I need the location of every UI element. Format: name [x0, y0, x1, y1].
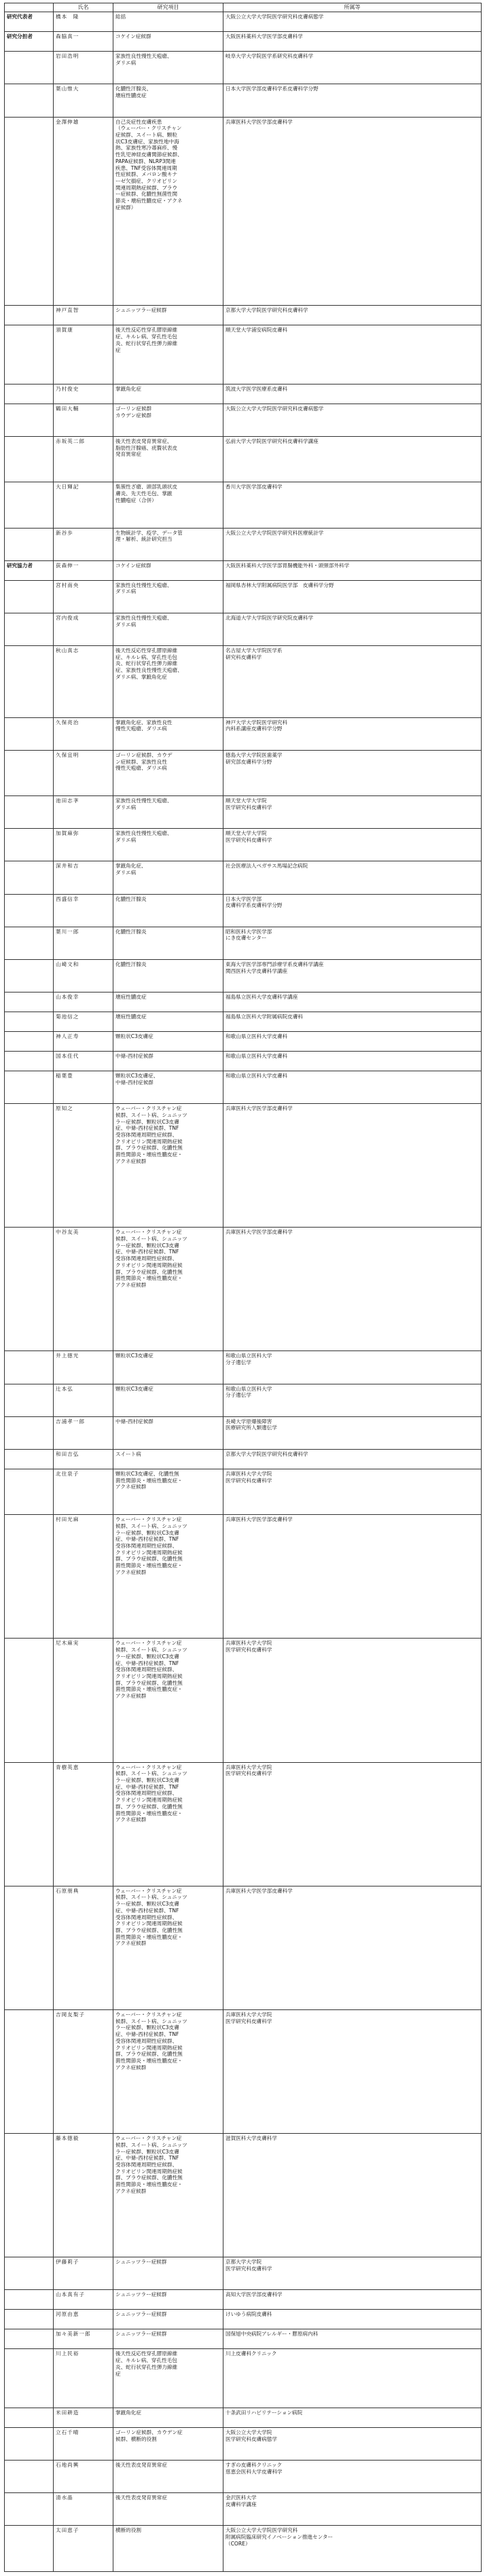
row-category-cell: [5, 1384, 54, 1416]
row-role-cell: 壊疽性膿皮症: [113, 1012, 223, 1031]
row-name-cell: 鶴田大輔: [54, 404, 113, 436]
row-affiliation-cell: けいゆう病院皮膚科: [223, 2310, 482, 2329]
row-role-cell: 化膿性汗腺炎、 壊疽性膿皮症: [113, 84, 223, 117]
table-row: [5, 2349, 482, 2408]
row-category-cell: [5, 1515, 54, 1639]
table-row: [5, 1469, 482, 1514]
row-affiliation-cell: 大阪公立大学大学院 医学研究科皮膚病態学: [223, 2427, 482, 2460]
table-row: [5, 306, 482, 325]
table-row: [5, 437, 482, 482]
row-role-cell: ウェーバー・クリスチャン症 候群、スイート病、シュニッツ ラー症候群、顆粒状C3皮膚 症、中條-西村症候群、TNF 受容体関連周期性症候群、 クリオピリン関連周期熱症候 群、ブラウ症候群、化膿性無 菌性関節炎・壊疽性膿皮症・ アクネ症候群: [113, 1104, 223, 1228]
table-row: [5, 2461, 482, 2493]
row-role-cell: 掌蹠角化症: [113, 2408, 223, 2427]
header-affiliation: 所属等: [223, 3, 482, 12]
row-name-cell: 尼木麻実: [54, 1639, 113, 1762]
row-category-cell: [5, 2134, 54, 2257]
row-name-cell: 吉浦孝一郎: [54, 1416, 113, 1449]
row-name-cell: 石原朋典: [54, 1886, 113, 2009]
row-name-cell: 須賀康: [54, 325, 113, 384]
row-category-cell: [5, 2329, 54, 2349]
table-row: [5, 1031, 482, 1051]
row-category-cell: [5, 437, 54, 482]
row-name-cell: 清水晶: [54, 2493, 113, 2526]
row-role-cell: ゴーリン症候群、カウデ ン症候群、家族性良性 慢性天疱瘡、ダリエ病: [113, 750, 223, 795]
row-role-cell: 家族性良性慢性天疱瘡、 ダリエ病: [113, 613, 223, 645]
row-affiliation-cell: 弘前大学大学院医学研究科皮膚科学講座: [223, 437, 482, 482]
table-row: [5, 1416, 482, 1449]
row-role-cell: 後天性表皮発育異常症: [113, 2461, 223, 2493]
table-row: [5, 32, 482, 52]
row-name-cell: 米田耕造: [54, 2408, 113, 2427]
row-category-cell: [5, 646, 54, 718]
roster-document: [4, 3, 481, 2572]
row-role-cell: 集簇性ざ瘡、頭部乳頭状皮 膚炎、先天性毛包、掌蹠 性膿疱症（合併）: [113, 482, 223, 528]
row-category-cell: [5, 1071, 54, 1103]
table-row: [5, 2408, 482, 2427]
row-category-cell: [5, 2427, 54, 2460]
row-role-cell: 後天性表皮発育異常症: [113, 2493, 223, 2526]
row-name-cell: 石地尚興: [54, 2461, 113, 2493]
row-affiliation-cell: 川上皮膚科クリニック: [223, 2349, 482, 2408]
table-row: [5, 325, 482, 384]
row-category-cell: [5, 2257, 54, 2290]
row-role-cell: ウェーバー・クリスチャン症 候群、スイート病、シュニッツ ラー症候群、顆粒状C3皮膚 症、中條-西村症候群、TNF 受容体関連周期性症候群、 クリオピリン関連周期熱症候 群、ブラウ症候群、化膿性無 菌性関節炎・壊疽性膿皮症・ アクネ症候群: [113, 2009, 223, 2133]
row-affiliation-cell: 福岡県杏林大学附属病院医学部 皮膚科学分野: [223, 580, 482, 613]
row-affiliation-cell: 順天堂大学大学院 医学研究科皮膚科学: [223, 796, 482, 829]
row-category-cell: 研究協力者: [5, 560, 54, 580]
row-name-cell: 宮内俊成: [54, 613, 113, 645]
row-name-cell: 山本俊幸: [54, 992, 113, 1012]
row-name-cell: 中谷友美: [54, 1228, 113, 1351]
row-name-cell: 北住泉子: [54, 1469, 113, 1514]
row-role-cell: ウェーバー・クリスチャン症 候群、スイート病、シュニッツ ラー症候群、顆粒状C3皮膚 症、中條-西村症候群、TNF 受容体関連周期性症候群、 クリオピリン関連周期熱症候 群、ブラウ症候群、化膿性無 菌性関節炎・壊疽性膿皮症・ アクネ症候群: [113, 1515, 223, 1639]
table-body: [5, 12, 482, 2572]
row-category-cell: [5, 1051, 54, 1071]
row-role-cell: 家族性良性慢性天疱瘡、 ダリエ病: [113, 52, 223, 84]
row-category-cell: [5, 482, 54, 528]
row-role-cell: ウェーバー・クリスチャン症 候群、スイート病、シュニッツ ラー症候群、顆粒状C3皮膚 症、中條-西村症候群、TNF 受容体関連周期性症候群、 クリオピリン関連周期熱症候 群、ブラウ症候群、化膿性無 菌性関節炎・壊疽性膿皮症・ アクネ症候群: [113, 1228, 223, 1351]
row-category-cell: [5, 1886, 54, 2009]
row-affiliation-cell: すぎの皮膚科クリニック 慈恵会医科大学皮膚科学: [223, 2461, 482, 2493]
row-role-cell: 生物統計学、疫学、データ管 理・解析、統計研究担当: [113, 528, 223, 560]
row-role-cell: 化膿性汗腺炎: [113, 959, 223, 992]
row-category-cell: [5, 894, 54, 927]
row-role-cell: 掌蹠角化症、 ダリエ病: [113, 861, 223, 894]
row-role-cell: 顆粒状C3皮膚症: [113, 1351, 223, 1384]
table-row: [5, 894, 482, 927]
row-affiliation-cell: 兵庫医科大学医学部皮膚科学: [223, 117, 482, 306]
row-affiliation-cell: 和歌山県立医科大学 分子遺伝学: [223, 1384, 482, 1416]
table-row: [5, 861, 482, 894]
row-role-cell: コケイン症候群: [113, 560, 223, 580]
row-name-cell: 深井和吉: [54, 861, 113, 894]
table-row: [5, 2009, 482, 2133]
table-row: [5, 482, 482, 528]
row-category-cell: [5, 1228, 54, 1351]
row-category-cell: [5, 1449, 54, 1469]
row-category-cell: [5, 2408, 54, 2427]
table-row: [5, 384, 482, 404]
row-category-cell: [5, 829, 54, 861]
row-category-cell: [5, 52, 54, 84]
row-affiliation-cell: 京都大学大学院医学研究科皮膚科学: [223, 306, 482, 325]
row-role-cell: シュニッツラー症候群: [113, 2329, 223, 2349]
row-role-cell: ゴーリン症候群、カウデン症 候群、横断的役割: [113, 2427, 223, 2460]
row-category-cell: [5, 861, 54, 894]
table-row: [5, 52, 482, 84]
table-row: [5, 2329, 482, 2349]
row-affiliation-cell: 和歌山県立医科大学皮膚科: [223, 1071, 482, 1103]
row-category-cell: [5, 750, 54, 795]
table-row: [5, 1515, 482, 1639]
row-affiliation-cell: 徳島大学大学院医歯薬学 研究部皮膚科学分野: [223, 750, 482, 795]
row-role-cell: 中條-西村症候群: [113, 1051, 223, 1071]
row-role-cell: 後天性反応性穿孔膠原線維 症、キルレ病、穿孔性毛包 炎、蛇行状穿孔性弾力線維 症: [113, 325, 223, 384]
row-role-cell: スイート病: [113, 1449, 223, 1469]
researcher-table: [4, 3, 482, 2572]
table-row: [5, 1228, 482, 1351]
row-name-cell: 村田光麻: [54, 1515, 113, 1639]
row-affiliation-cell: 北海道大学大学院医学研究院皮膚科学: [223, 613, 482, 645]
table-row: [5, 1384, 482, 1416]
row-affiliation-cell: 金沢医科大学 皮膚科学講座: [223, 2493, 482, 2526]
row-affiliation-cell: 兵庫医科大学医学部皮膚科学: [223, 1104, 482, 1228]
row-category-cell: [5, 959, 54, 992]
table-row: [5, 2310, 482, 2329]
table-row: [5, 1886, 482, 2009]
header-name: 氏名: [54, 3, 113, 12]
table-header-row: [5, 3, 482, 12]
row-affiliation-cell: 大阪公立大学大学院医学研究科 附属病院臨床研究イノベーション推進センター （CORE）: [223, 2526, 482, 2572]
row-name-cell: 太田恵子: [54, 2526, 113, 2572]
row-name-cell: 荻森伸一: [54, 560, 113, 580]
row-name-cell: 西盛信幸: [54, 894, 113, 927]
table-row: [5, 1639, 482, 1762]
row-category-cell: [5, 2493, 54, 2526]
row-category-cell: [5, 404, 54, 436]
row-affiliation-cell: 筑波大学医学医療系皮膚科: [223, 384, 482, 404]
row-name-cell: 河原由恵: [54, 2310, 113, 2329]
row-affiliation-cell: 兵庫医科大学大学院 医学研究科皮膚科学: [223, 2009, 482, 2133]
table-row: [5, 1104, 482, 1228]
row-role-cell: 顆粒状C3皮膚症、化膿性無 菌性関節炎・壊疽性膿皮症・ アクネ症候群: [113, 1469, 223, 1514]
row-category-cell: [5, 613, 54, 645]
row-role-cell: ウェーバー・クリスチャン症 候群、スイート病、シュニッツ ラー症候群、顆粒状C3皮膚 症、中條-西村症候群、TNF 受容体関連周期性症候群、 クリオピリン関連周期熱症候 群、ブラウ症候群、化膿性無 菌性関節炎・壊疽性膿皮症・ アクネ症候群: [113, 1639, 223, 1762]
table-row: [5, 992, 482, 1012]
row-name-cell: 稲葉豊: [54, 1071, 113, 1103]
row-name-cell: 和田吉弘: [54, 1449, 113, 1469]
row-affiliation-cell: 大阪公立大学大学院医学研究科皮膚病態学: [223, 404, 482, 436]
row-name-cell: 藤本徳毅: [54, 2134, 113, 2257]
row-name-cell: 池田志斈: [54, 796, 113, 829]
row-category-cell: [5, 1416, 54, 1449]
row-name-cell: 山崎文和: [54, 959, 113, 992]
row-role-cell: 後天性反応性穿孔膠原線維 症、キルレ病、穿孔性毛包 炎、蛇行状穿孔性弾力線維 症、家族性良性慢性天疱瘡、 ダリエ病、掌蹠角化症: [113, 646, 223, 718]
row-role-cell: 自己炎症性皮膚疾患 （ウェーバー・クリスチャン 症候群、スイート病、顆粒 状C3皮膚症、家族性地中海 熱、家族性寒冷蕁麻疹、慢 性乳児神経皮膚関節症候群、 PAPA症候群、NLRP3関連 疾患、TNF受容体関連周期 性症候群、メバロン酸キナ ーゼ欠損症、クリオピリン 関連周期熱症候群、ブラウ ー症候群、化膿性無菌性関 節炎・壊疽性膿皮症・アクネ 症候群）: [113, 117, 223, 306]
row-affiliation-cell: 大阪公立大学大学院医学研究科医療統計学: [223, 528, 482, 560]
table-row: [5, 829, 482, 861]
row-name-cell: 吉岡友梨子: [54, 2009, 113, 2133]
table-row: [5, 1071, 482, 1103]
row-category-cell: [5, 1469, 54, 1514]
row-affiliation-cell: 兵庫医科大学医学部皮膚科学: [223, 1515, 482, 1639]
row-role-cell: コケイン症候群: [113, 32, 223, 52]
row-name-cell: 乃村俊史: [54, 384, 113, 404]
table-row: [5, 580, 482, 613]
row-affiliation-cell: 神戸大学大学院医学研究科 内科系講座皮膚科学分野: [223, 717, 482, 750]
header-category: [5, 3, 54, 12]
row-name-cell: 伊藤莉子: [54, 2257, 113, 2290]
row-name-cell: 加賀麻弥: [54, 829, 113, 861]
row-affiliation-cell: 大阪医科薬科大学医学部皮膚科学: [223, 32, 482, 52]
row-category-cell: [5, 796, 54, 829]
row-affiliation-cell: 香川大学医学部皮膚科学: [223, 482, 482, 528]
row-name-cell: 加々美新一郎: [54, 2329, 113, 2349]
row-category-cell: [5, 1639, 54, 1762]
row-affiliation-cell: 和歌山県立医科大学皮膚科: [223, 1051, 482, 1071]
row-name-cell: 葉山惟大: [54, 84, 113, 117]
row-role-cell: 壊疽性膿皮症: [113, 992, 223, 1012]
row-affiliation-cell: 高知大学医学部皮膚科学: [223, 2290, 482, 2310]
row-affiliation-cell: 順天堂大学浦安病院皮膚科: [223, 325, 482, 384]
row-name-cell: 秋山真志: [54, 646, 113, 718]
row-name-cell: 国本佳代: [54, 1051, 113, 1071]
row-name-cell: 宮村南央: [54, 580, 113, 613]
table-row: [5, 528, 482, 560]
row-role-cell: 化膿性汗腺炎: [113, 927, 223, 959]
table-row: [5, 1012, 482, 1031]
row-name-cell: 森脇真一: [54, 32, 113, 52]
row-affiliation-cell: 大阪医科薬科大学医学部胃腸機能外科・頭頸部外科学: [223, 560, 482, 580]
row-role-cell: 掌蹠角化症、家族性良性 慢性天疱瘡、ダリエ病: [113, 717, 223, 750]
row-category-cell: [5, 325, 54, 384]
row-role-cell: ゴーリン症候群 カウデン症候群: [113, 404, 223, 436]
row-affiliation-cell: 長崎大学原爆後障害 医療研究所人類遺伝学: [223, 1416, 482, 1449]
row-role-cell: シュニッツラー症候群: [113, 2257, 223, 2290]
row-category-cell: [5, 927, 54, 959]
row-name-cell: 原知之: [54, 1104, 113, 1228]
table-row: [5, 2493, 482, 2526]
row-affiliation-cell: 昭和医科大学医学部 にき皮膚センター: [223, 927, 482, 959]
row-affiliation-cell: 岐阜大学大学院医学系研究科皮膚科学: [223, 52, 482, 84]
row-category-cell: [5, 992, 54, 1012]
table-row: [5, 117, 482, 306]
row-affiliation-cell: 京都大学大学院 医学研究科皮膚科学: [223, 2257, 482, 2290]
row-name-cell: 菊池信之: [54, 1012, 113, 1031]
row-affiliation-cell: 国保旭中央病院アレルギー・膠原病内科: [223, 2329, 482, 2349]
row-category-cell: [5, 528, 54, 560]
row-category-cell: [5, 1762, 54, 1886]
table-row: [5, 2290, 482, 2310]
row-name-cell: 久保亮治: [54, 717, 113, 750]
row-category-cell: [5, 1104, 54, 1228]
table-row: [5, 12, 482, 32]
row-affiliation-cell: 福島県立医科大学皮膚科学講座: [223, 992, 482, 1012]
row-affiliation-cell: 名古屋大学大学院医学系 研究科皮膚科学: [223, 646, 482, 718]
row-affiliation-cell: 兵庫医科大学大学院 医学研究科皮膚科学: [223, 1639, 482, 1762]
table-row: [5, 2427, 482, 2460]
row-category-cell: [5, 2526, 54, 2572]
row-name-cell: 赤坂英二郎: [54, 437, 113, 482]
table-row: [5, 2134, 482, 2257]
row-role-cell: 顆粒状C3皮膚症: [113, 1031, 223, 1051]
row-role-cell: 後天性表皮発育異常症、 脂肪性汗腺癌、疣贅状表皮 発育異常症: [113, 437, 223, 482]
row-name-cell: 岩田浩明: [54, 52, 113, 84]
table-row: [5, 2257, 482, 2290]
row-affiliation-cell: 兵庫医科大学医学部皮膚科学: [223, 1228, 482, 1351]
row-affiliation-cell: 大阪公立大学大学院医学研究科皮膚病態学: [223, 12, 482, 32]
row-affiliation-cell: 兵庫医科大学医学部皮膚科学: [223, 1886, 482, 2009]
table-row: [5, 613, 482, 645]
row-affiliation-cell: 福島県立医科大学附属病院皮膚科: [223, 1012, 482, 1031]
row-name-cell: 青樹英恵: [54, 1762, 113, 1886]
table-row: [5, 646, 482, 718]
row-affiliation-cell: 和歌山県立医科大学皮膚科: [223, 1031, 482, 1051]
row-name-cell: 山本真有子: [54, 2290, 113, 2310]
row-category-cell: [5, 717, 54, 750]
row-category-cell: [5, 2009, 54, 2133]
row-category-cell: [5, 84, 54, 117]
table-row: [5, 560, 482, 580]
table-row: [5, 1762, 482, 1886]
row-category-cell: [5, 1351, 54, 1384]
row-category-cell: [5, 2310, 54, 2329]
row-role-cell: 横断的役割: [113, 2526, 223, 2572]
table-row: [5, 927, 482, 959]
row-affiliation-cell: 滋賀医科大学皮膚科学: [223, 2134, 482, 2257]
table-row: [5, 750, 482, 795]
row-affiliation-cell: 十条武田リハビリテーション病院: [223, 2408, 482, 2427]
row-role-cell: 顆粒状C3皮膚症、 中條-西村症候群: [113, 1071, 223, 1103]
row-category-cell: 研究代表者: [5, 12, 54, 32]
row-category-cell: [5, 580, 54, 613]
row-category-cell: [5, 117, 54, 306]
row-name-cell: 神人正寿: [54, 1031, 113, 1051]
row-name-cell: 神戸直智: [54, 306, 113, 325]
row-name-cell: 辻本弘: [54, 1384, 113, 1416]
row-category-cell: [5, 1031, 54, 1051]
table-row: [5, 404, 482, 436]
row-role-cell: シュニッツラー症候群: [113, 2290, 223, 2310]
table-row: [5, 717, 482, 750]
table-row: [5, 1449, 482, 1469]
table-row: [5, 1351, 482, 1384]
row-role-cell: 掌蹠角化症: [113, 384, 223, 404]
row-role-cell: 化膿性汗腺炎: [113, 894, 223, 927]
row-role-cell: 後天性反応性穿孔膠原線維 症、キルレ病、穿孔性毛包 炎、蛇行状穿孔性弾力線維 症: [113, 2349, 223, 2408]
table-row: [5, 2526, 482, 2572]
row-affiliation-cell: 日本大学医学部皮膚科学系皮膚科学分野: [223, 84, 482, 117]
row-role-cell: シュニッツラー症候群: [113, 2310, 223, 2329]
row-role-cell: 中條-西村症候群: [113, 1416, 223, 1449]
row-name-cell: 金澤伸雄: [54, 117, 113, 306]
row-role-cell: ウェーバー・クリスチャン症 候群、スイート病、シュニッツ ラー症候群、顆粒状C3皮膚 症、中條-西村症候群、TNF 受容体関連周期性症候群、 クリオピリン関連周期熱症候 群、ブラウ症候群、化膿性無 菌性関節炎・壊疽性膿皮症・ アクネ症候群: [113, 2134, 223, 2257]
row-role-cell: 家族性良性慢性天疱瘡、 ダリエ病: [113, 829, 223, 861]
row-affiliation-cell: 京都大学大学院医学研究科皮膚科学: [223, 1449, 482, 1469]
row-name-cell: 川上民裕: [54, 2349, 113, 2408]
row-role-cell: 総括: [113, 12, 223, 32]
row-affiliation-cell: 兵庫医科大学大学院 医学研究科皮膚科学: [223, 1469, 482, 1514]
row-category-cell: [5, 2290, 54, 2310]
row-name-cell: 久保宜明: [54, 750, 113, 795]
row-name-cell: 新谷歩: [54, 528, 113, 560]
row-affiliation-cell: 社会医療法人ペガサス馬場記念病院: [223, 861, 482, 894]
row-category-cell: [5, 384, 54, 404]
row-category-cell: [5, 2349, 54, 2408]
row-name-cell: 葉川一郎: [54, 927, 113, 959]
row-name-cell: 大日輝記: [54, 482, 113, 528]
table-row: [5, 959, 482, 992]
table-row: [5, 796, 482, 829]
row-role-cell: ウェーバー・クリスチャン症 候群、スイート病、シュニッツ ラー症候群、顆粒状C3皮膚 症、中條-西村症候群、TNF 受容体関連周期性症候群、 クリオピリン関連周期熱症候 群、ブラウ症候群、化膿性無 菌性関節炎・壊疽性膿皮症・ アクネ症候群: [113, 1886, 223, 2009]
row-category-cell: [5, 1012, 54, 1031]
table-row: [5, 84, 482, 117]
row-name-cell: 立石千晴: [54, 2427, 113, 2460]
row-affiliation-cell: 東海大学医学部専門診療学系皮膚科学講座 関西医科大学皮膚科学講座: [223, 959, 482, 992]
row-role-cell: 家族性良性慢性天疱瘡、 ダリエ病: [113, 580, 223, 613]
row-category-cell: [5, 2461, 54, 2493]
row-name-cell: 井上徳光: [54, 1351, 113, 1384]
header-role: 研究項目: [113, 3, 223, 12]
row-category-cell: 研究分担者: [5, 32, 54, 52]
row-affiliation-cell: 和歌山県立医科大学 分子遺伝学: [223, 1351, 482, 1384]
table-row: [5, 1051, 482, 1071]
row-role-cell: 顆粒状C3皮膚症: [113, 1384, 223, 1416]
row-affiliation-cell: 日本大学医学部 皮膚科学系皮膚科学分野: [223, 894, 482, 927]
row-role-cell: シュニッツラー症候群: [113, 306, 223, 325]
row-affiliation-cell: 順天堂大学大学院 医学研究科皮膚科学: [223, 829, 482, 861]
row-name-cell: 橋本 隆: [54, 12, 113, 32]
row-role-cell: 家族性良性慢性天疱瘡、 ダリエ病: [113, 796, 223, 829]
row-role-cell: ウェーバー・クリスチャン症 候群、スイート病、シュニッツ ラー症候群、顆粒状C3皮膚 症、中條-西村症候群、TNF 受容体関連周期性症候群、 クリオピリン関連周期熱症候 群、ブラウ症候群、化膿性無 菌性関節炎・壊疽性膿皮症・ アクネ症候群: [113, 1762, 223, 1886]
row-category-cell: [5, 306, 54, 325]
row-affiliation-cell: 兵庫医科大学大学院 医学研究科皮膚科学: [223, 1762, 482, 1886]
